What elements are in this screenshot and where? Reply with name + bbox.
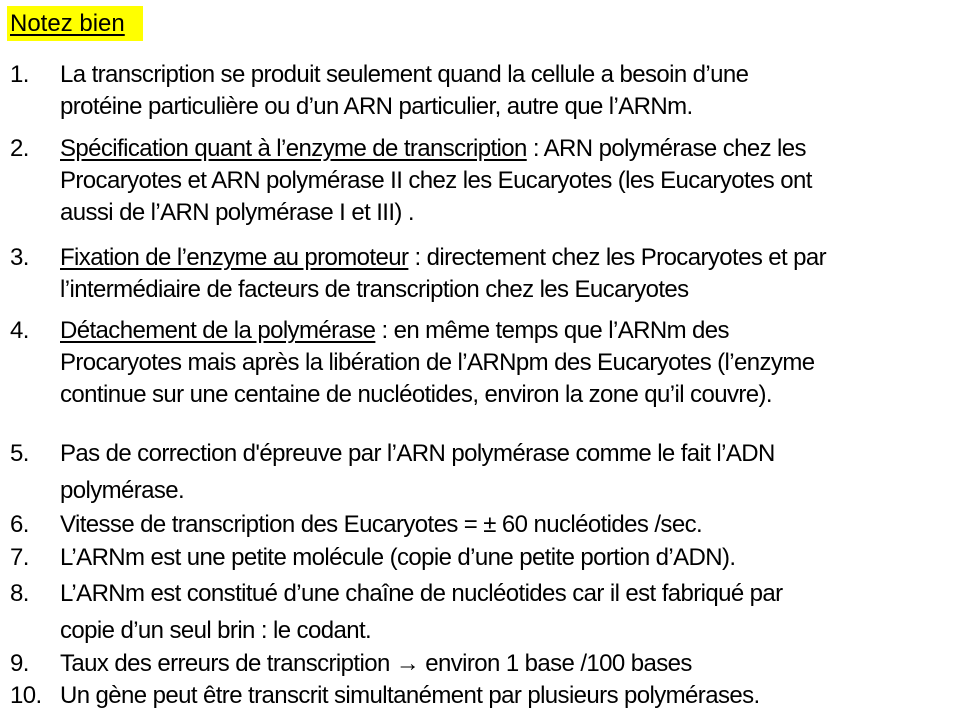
item-number: 2. [10,135,29,162]
item-number: 8. [10,580,29,607]
item-number: 7. [10,544,29,571]
item-heading: Spécification quant à l’enzyme de transcription [60,135,527,162]
item-text: Spécification quant à l’enzyme de transcription : ARN polymérase chez les Procaryotes et ARN polymérase II chez les Eucaryotes (les Eucaryotes ont aussi de l’ARN polymérase I et III) . [60,135,812,226]
item-heading: Détachement de la polymérase [60,317,376,344]
item-number: 1. [10,61,29,88]
item-number: 9. [10,650,29,677]
item-text: Fixation de l’enzyme au promoteur : directement chez les Procaryotes et par l’intermédiaire de facteurs de transcription chez les Eucaryotes [60,244,827,303]
item-text: L’ARNm est une petite molécule (copie d’une petite portion d’ADN). [60,544,736,571]
item-number: 10. [10,682,42,709]
item-number: 5. [10,440,29,467]
item-number: 6. [10,511,29,538]
item-text: L’ARNm est constitué d’une chaîne de nucléotides car il est fabriqué par copie d’un seul brin : le codant. [60,580,783,644]
item-number: 3. [10,244,29,271]
notez-bien-label: Notez bien [10,10,125,37]
item-text: Un gène peut être transcrit simultanément par plusieurs polymérases. [60,682,760,709]
item-heading: Fixation de l’enzyme au promoteur [60,244,409,271]
notez-bien-badge [7,6,143,41]
item-text: Taux des erreurs de transcription → environ 1 base /100 bases [60,650,692,677]
item-text: Vitesse de transcription des Eucaryotes = ± 60 nucléotides /sec. [60,511,703,538]
item-number: 4. [10,317,29,344]
item-text: Pas de correction d'épreuve par l’ARN polymérase comme le fait l’ADN polymérase. [60,440,775,504]
item-text: La transcription se produit seulement quand la cellule a besoin d’une protéine particulière ou d’un ARN particulier, autre que l’ARNm. [60,61,749,120]
item-text: Détachement de la polymérase : en même temps que l’ARNm des Procaryotes mais après la libération de l’ARNpm des Eucaryotes (l’enzyme continue sur une centaine de nucléotides, environ la zone qu’il couvre). [60,317,815,408]
